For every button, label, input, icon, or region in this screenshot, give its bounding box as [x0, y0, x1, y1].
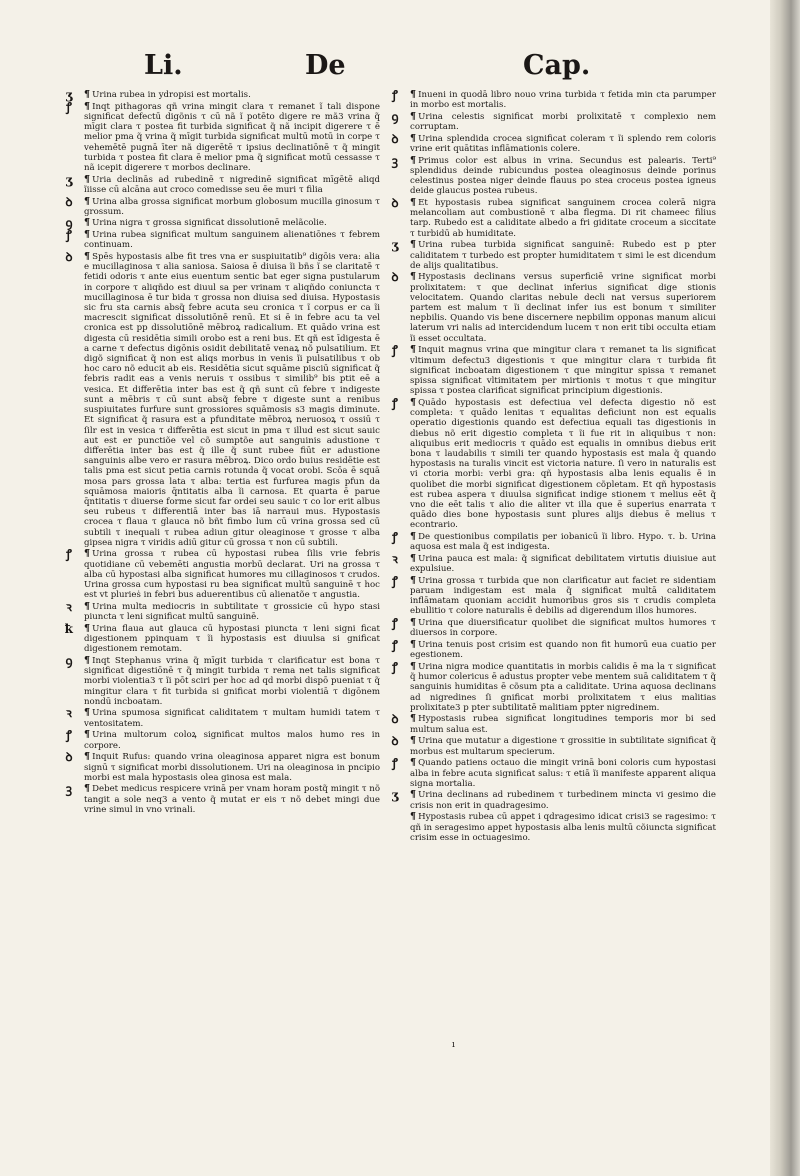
paragraph-mark-icon: ¶	[410, 757, 417, 769]
text-entry	[65, 782, 380, 815]
text-entry	[391, 712, 716, 735]
paragraph-mark-icon: ¶	[84, 622, 91, 634]
entry-text: Urina que diuersificatur quolibet die significat multos humores τ diuersos in corpore.	[410, 618, 716, 639]
marginal-letter: ꝭ	[392, 530, 398, 545]
marginal-letter: ꝭ	[392, 616, 398, 631]
text-entry	[64, 621, 380, 655]
marginal-letter: ꝭ	[66, 99, 72, 114]
text-entry	[410, 812, 716, 843]
text-entry	[392, 659, 716, 713]
paragraph-mark-icon: ¶	[410, 713, 417, 725]
text-entry	[392, 530, 716, 553]
entry-text: Urina celestis significat morbi prolixitatē τ complexio nem corruptam.	[410, 111, 716, 133]
paragraph-mark-icon: ¶	[84, 229, 91, 241]
entry-text: Hypostasis declinans versus superficiē vrine significat morbi prolixitatem: τ que declinat inferius significat dige stionis velocitatem. Quando claritas nebule decli nat versus superiorem partem est malum τ ĩi declinat infer ius est bonum τ similiter nepbilis. Quando vis bene discernere nepbilim opponas manum alicui laterum vri nalis ad intercidendum lucem τ non erit tibi occulta etiam ĩi esset occultata.	[410, 272, 716, 344]
entry-text: Primus color est albus in vrina. Secundus est palearis. Terti⁹ splendidus deinde rubicundus postea oleaginosus deinde porinus celestinus postea niger deinde flauus po stea croceus postea igneus deide glaucus postea rubeus.	[410, 155, 716, 197]
text-entry	[392, 638, 716, 661]
entry-text: Quando patiens octauo die mingit vrinā boni coloris cum hypostasi alba in febre acuta significat salus: τ etiā ĩi manifeste apparent aliqua signa mortalia.	[410, 758, 716, 789]
entry-text: Et hypostasis rubea significat sanguinem crocea colerā nigra melancoliam aut combustionē τ alba flegma. Di rit chameec filius tarp. Rubedo est a caliditate albedo a fri giditate croceum a siccitate τ turbidū ab humiditate.	[410, 198, 716, 239]
marginal-letter: ꝭ	[66, 547, 72, 562]
marginal-letter: ꝫ	[391, 153, 399, 168]
text-entry	[66, 228, 380, 251]
left-text-column	[64, 88, 380, 817]
right-text-column	[391, 88, 716, 844]
paragraph-mark-icon: ¶	[410, 735, 417, 747]
paragraph-mark-icon: ¶	[410, 154, 417, 166]
text-entry	[66, 99, 380, 173]
text-entry	[65, 653, 380, 707]
marginal-letter: ꝭ	[392, 638, 398, 653]
entry-text: Urina rubea turbida significat sanguinē: Rubedo est p pter caliditatem τ turbedo est propter humiditatem τ simi le est dicendum de alijs qualitatibus.	[410, 240, 716, 271]
running-head-left: Li.	[144, 50, 183, 81]
marginal-letter: ꝭ	[392, 343, 398, 358]
paragraph-mark-icon: ¶	[410, 344, 417, 356]
running-head-middle: De	[305, 50, 346, 81]
marginal-letter: ꝺ	[65, 750, 73, 765]
paragraph-mark-icon: ¶	[410, 531, 417, 543]
marginal-letter: ʒ	[65, 88, 73, 102]
folio-mark: ı	[452, 1040, 455, 1050]
paragraph-mark-icon: ¶	[410, 789, 417, 801]
paragraph-mark-icon: ¶	[84, 173, 91, 185]
text-entry	[65, 750, 380, 783]
entry-text: Uria declinās ad rubedinē τ nigredinē significat mīgētē aliqd ĩiisse cū alcāna aut croco comedisse seu ēe muri τ filia	[84, 174, 380, 195]
entry-text: Urina multa mediocris in subtilitate τ grossicie cū hypo stasi piuncta τ leni significat multū sanguinē.	[84, 601, 380, 623]
entry-text: Inquit magnus vrina que mingitur clara τ remanet ta lis significat vltimum defectu3 digestionis τ que mingitur clara τ turbida fit significat incboatam digestionem τ que mingitur spissa τ remanet spissa significat vltimitatem per mirtionis τ motus τ que mingitur spissa τ postea clarificat significat principium digestionis.	[410, 345, 716, 397]
paragraph-mark-icon: ¶	[410, 639, 417, 651]
text-entry	[392, 616, 716, 639]
marginal-letter: ꝛ	[66, 599, 72, 614]
text-entry	[65, 250, 380, 548]
text-entry	[66, 547, 380, 601]
entry-text: Urina rubea in ydropisi est mortalis.	[92, 90, 251, 100]
entry-text: Urina pauca est mala: q̃ significat debilitatem virtutis diuisiue aut expulsiue.	[410, 553, 716, 575]
paragraph-mark-icon: ¶	[410, 396, 417, 408]
paragraph-mark-icon: ¶	[410, 617, 417, 629]
marginal-letter: ꝛ	[66, 706, 72, 721]
marginal-letter: ʒ	[391, 238, 399, 253]
text-entry	[391, 153, 716, 197]
marginal-letter: ꝺ	[391, 131, 399, 146]
text-entry	[391, 238, 716, 271]
marginal-letter: ꝭ	[392, 659, 398, 674]
paragraph-mark-icon: ¶	[410, 239, 417, 251]
marginal-letter: ꝺ	[391, 196, 399, 211]
marginal-letter: ꝭ	[392, 756, 398, 771]
marginal-letter: ꝭ	[392, 88, 398, 102]
entry-text: Urina multorum coloꝝ significat multos malos humo res in corpore.	[84, 730, 380, 751]
paragraph-mark-icon: ¶	[84, 251, 91, 263]
entry-text: Debet medicus respicere vrinā per vnam horam postq̃ mingit τ nõ tangit a sole neq3 a vento q̃ mutat er eis τ nõ debet mingi due vrine simul in vno vrinali.	[84, 784, 380, 815]
marginal-letter: ꝭ	[66, 228, 72, 243]
entry-text: Urina splendida crocea significat coleram τ ĩi splendo rem coloris vrine erit quātitas inflāmationis colere.	[410, 133, 716, 155]
entry-text: Quādo hypostasis est defectiua vel defecta digestio nõ est completa: τ quādo lenitas τ equalitas deficiunt non est equalis operatio digestionis quando est defectiua equali tas digestionis in diebus nõ erit digestio completa τ ĩi fue rit in aliquibus τ non: aliquibus erit mediocris τ quādo est equalis in omnibus diebus erit bona τ laudabilis τ simili ter quando hypostasis est mala q̃ quando hypostasis na turalis vincit est victoria nature. ſi vero in naturalis est vi ctoria morbi: verbi gra: qñ hypostasis alba lenis equalis ē in quolibet die morbi significat digestionem cõpletam. Et qñ hypostasis est rubea aspera τ diuulsa significat indige stionem τ melius eēt q̃ vno die eēt talis τ alio die aliter vt illa que ē superius enarrata τ quādo dies bone hypostasis sunt plures alijs diebus ē melius τ econtrario.	[410, 397, 716, 531]
text-entry	[66, 706, 380, 729]
marginal-letter: ꝭ	[66, 728, 72, 743]
text-entry	[65, 172, 380, 195]
text-entry	[391, 788, 716, 811]
text-entry	[66, 728, 380, 751]
paragraph-mark-icon: ¶	[84, 751, 91, 763]
paragraph-mark-icon: ¶	[84, 600, 91, 612]
paragraph-mark-icon: ¶	[410, 132, 417, 144]
marginal-letter: ꝺ	[65, 194, 73, 209]
marginal-letter: ꝫ	[65, 782, 73, 797]
marginal-letter: ꝺ	[391, 712, 399, 727]
entry-text: Urina grossa τ turbida que non clarificatur aut faciet re sidentiam paruam indigestam est mala q̃ significat multā caliditatem inflāmatam quoniam accidit humoribus gros sis τ crudis completa ebullitio τ colore naturalis ē debilis ad digerendum illos humores.	[410, 575, 716, 617]
marginal-letter: ʒ	[65, 172, 73, 187]
marginal-letter: ʒ	[391, 788, 399, 803]
text-entry	[392, 343, 716, 397]
paragraph-mark-icon: ¶	[84, 654, 91, 666]
scan-edge-shadow	[770, 0, 800, 1176]
entry-text: Urina rubea significat multum sanguinem alienatiōnes τ febrem continuam.	[84, 230, 380, 251]
paragraph-mark-icon: ¶	[84, 548, 91, 560]
entry-text: Inqt Stephanus vrina q̃ mīgit turbida τ clarificatur est bona τ significat digestiōnē τ q̃ mingit turbida τ rema net talis significat morbi violentia3 τ ĩi pōt sciri per hoc ad qd morbi dispō pueniat τ q̃ mingitur clara τ fit turbida si gnificat morbi violentiā τ digōnem nondū incboatam.	[84, 655, 380, 707]
marginal-letter: ꝁ	[64, 621, 74, 636]
marginal-letter: ꝭ	[392, 395, 398, 410]
paragraph-mark-icon: ¶	[84, 217, 91, 229]
marginal-letter: ꝯ	[65, 216, 73, 231]
entry-text: Urina nigra τ grossa significat dissolutionē melãcolie.	[92, 218, 327, 229]
marginal-letter: ꝛ	[392, 551, 398, 566]
text-entry	[391, 270, 716, 344]
paragraph-mark-icon: ¶	[84, 707, 91, 719]
entry-text: De questionibus compilatis per iobanicū ĩi libro. Hypo. τ. b. Urina aquosa est mala q̃ est indigesta.	[410, 532, 716, 553]
running-head	[0, 50, 770, 86]
paragraph-mark-icon: ¶	[84, 89, 91, 100]
entry-text: Inqt pithagoras qñ vrina mingit clara τ remanet ĩ tali dispone significat defectū digõnis τ cū nã ĩ potēto digere re mã3 vrina q̃ mīgit clara τ postea fit turbida significat q̃ nã incipit digerere τ ē melior pma q̃ vrina q̃ mīgit turbida significat multū motū in corpe τ vehemētē pugnā īter nã digerētē τ ipsius declinatiōnē τ q̃ mingit turbida τ postea fit clara ē melior pma q̃ significat motū cessasse τ nã icepit digerere τ morbos declinare.	[84, 101, 380, 173]
paragraph-mark-icon: ¶	[410, 811, 417, 823]
paragraph-mark-icon: ¶	[410, 197, 417, 209]
marginal-letter: ꝯ	[65, 653, 73, 668]
text-entry	[391, 734, 716, 757]
entry-text: Urina que mutatur a digestione τ grossitie in subtilitate significat q̃ morbus est multarum specierum.	[410, 736, 716, 757]
entry-text: Urina tenuis post crisim est quando non fit humorū eua cuatio per egestionem.	[410, 640, 716, 661]
text-entry	[392, 551, 716, 575]
entry-text: Hypostasis rubea significat longitudines temporis mor bi sed multum salua est.	[410, 714, 716, 735]
text-entry	[65, 88, 380, 102]
entry-text: Spēs hypostasis albe fit tres vna er suspiuitatib⁹ digōis vera: alia e mucillaginosa τ alia saniosa. Saiosa ē diuisa ĩi bñs ĩ se claritatē τ fetidi odoris τ ante eius euentum sentic bat eger signa pustularum in corpore τ aliqñdo est diuul sa per vrinam τ aliqñdo coniuncta τ mucillaginosa ē tur bida τ grossa non diuisa sed diuisa. Hypostasis sic fru sta carnis absq̃ febre acuta seu cronica τ ĩ corpus er ca ĩi macrescit significat dissolutiōnē renū. Et si ē in febre acu ta vel cronica est pp dissolutiōnē mēbroꝝ radicalium. Et quādo vrina est digesta cū residētia simili orobo est a reni bus. Et qñ est īdigesta ē a carne τ defectus digōnis osidit debilitatē venaꝝ nõ pulsatilium. Et digõ significat q̃ non est aliqs morbus in venis ĩi pulsatilibus τ ob hoc caro nõ educit ab eis. Residētia sicut squāme pisciū significat q̃ febris radit eas a venis neruis τ ossibus τ similib⁹ bis ptit eē a vesica. Et differētia inter bas est q̃ qñ sunt cū febre τ indigeste sunt a mēbris τ cū sunt absq̃ febre τ digeste sunt a renibus suspiuitates furfure sunt grossiores squāmosis s3 magis diminute. Et significat q̃ rasura est a pfunditate mēbroꝝ neruosoꝝ τ ossiū τ ſilr est in vesica τ differētia est sicut in pma τ illud est sicut sauic aut est er punctiõe vel cõ sumptõe aut sanguinis adustione τ differētia inter bas est q̃ ille q̃ sunt rubee fiūt er adustione sanguinis albe vero er rasura mēbroꝝ. Dico ordo buius residētie est talis pma est sicut petia carnis rotunda q̃ vocat orobi. Scōa ē squā mosa pars grossa lata τ alba: tertia est furfurea magis pfun da squāmosa maioris q̄ntitatis alba ĩi carnosa. Et quarta ē parue q̄ntitatis τ diuerse forme sicut far ordei seu sauic τ co lor erit albus seu rubeus τ differentiā inter bas iā narraui mus. Hypostasis crocea τ flaua τ glauca nõ bñt fimbo lum cū vrina grossa sed cū subtili τ inequali τ rubea adiun gitur oleaginose τ grosse τ alba gipsea nigra τ viridis adiū gitur cū grossa τ non cū subtili.	[84, 252, 380, 548]
entry-text: Urina spumosa significat caliditatem τ multam humidi tatem τ ventositatem.	[84, 708, 380, 729]
text-entry	[392, 573, 716, 617]
text-entry	[65, 216, 380, 231]
text-entry	[66, 599, 380, 623]
paragraph-mark-icon: ¶	[410, 574, 417, 586]
marginal-letter: ꝺ	[391, 270, 399, 285]
paragraph-mark-icon: ¶	[410, 89, 417, 100]
marginal-letter: ꝯ	[391, 109, 399, 124]
entry-text: Urina alba grossa significat morbum globosum mucilla ginosum τ grossum.	[84, 196, 380, 217]
text-entry	[392, 395, 716, 531]
entry-text: Inueni in quodā libro nouo vrina turbida τ fetida min cta parumper in morbo est mortalis.	[410, 90, 716, 111]
entry-text: Urina nigra modice quantitatis in morbis calidis ē ma la τ significat q̃ humor colericus ē adustus propter vebe mentem suā caliditatem τ q̃ sanguinis humiditas ē cõsum pta a caliditate. Urina aquosa declinans ad nigredines ſi gnificat morbi prolixitatem τ eius malitias prolixitate3 p pter subtilitatē malitiam ppter nigredinem.	[410, 661, 716, 713]
paragraph-mark-icon: ¶	[84, 100, 91, 112]
paragraph-mark-icon: ¶	[410, 110, 417, 122]
text-entry	[392, 756, 716, 789]
text-entry	[392, 88, 716, 111]
paragraph-mark-icon: ¶	[84, 195, 91, 207]
text-entry	[65, 194, 380, 217]
paragraph-mark-icon: ¶	[410, 552, 417, 564]
entry-text: Hypostasis rubea cū appet i qdragesimo idicat crisi3 se ragesimo: τ qñ in seragesimo appet hypostasis alba lenis multū cõiuncta significat crisim esse in octuagesimo.	[410, 812, 716, 843]
paragraph-mark-icon: ¶	[410, 271, 417, 283]
text-entry	[391, 196, 716, 239]
entry-text: Urina flaua aut glauca cū hypostasi piuncta τ leni signi ficat digestionem ppinquam τ ĩi hypostasis est diuulsa si gnificat digestionem remotam.	[84, 623, 380, 655]
running-head-right: Cap.	[523, 50, 591, 81]
entry-text: Inquit Rufus: quando vrina oleaginosa apparet nigra est bonum signū τ significat morbi dissolutionem. Uri na oleaginosa in pncipio morbi est mala hypostasis olea ginosa est mala.	[84, 752, 380, 783]
text-entry	[391, 109, 716, 133]
paragraph-mark-icon: ¶	[410, 660, 417, 672]
entry-text: Urina grossa τ rubea cū hypostasi rubea ſilis vrie febris quotidiane cū vebemēti angustia morbū declarat. Uri na grossa τ alba cū hypostasi alba significat humores mu cillaginosos τ crudos. Urina grossa cum hypostasi ru bea significat multū sanguinē τ hoc est vt plurieṡ in febri bus aduerentibus cū alienatõe τ angustia.	[84, 549, 380, 601]
marginal-letter: ꝭ	[392, 573, 398, 588]
marginal-letter: ꝺ	[391, 734, 399, 749]
paragraph-mark-icon: ¶	[84, 783, 91, 795]
paragraph-mark-icon: ¶	[84, 729, 91, 741]
entry-text: Urina declinans ad rubedinem τ turbedinem mincta vi gesimo die crisis non erit in quadragesimo.	[410, 790, 716, 811]
marginal-letter: ꝺ	[65, 250, 73, 265]
text-entry	[391, 131, 716, 155]
